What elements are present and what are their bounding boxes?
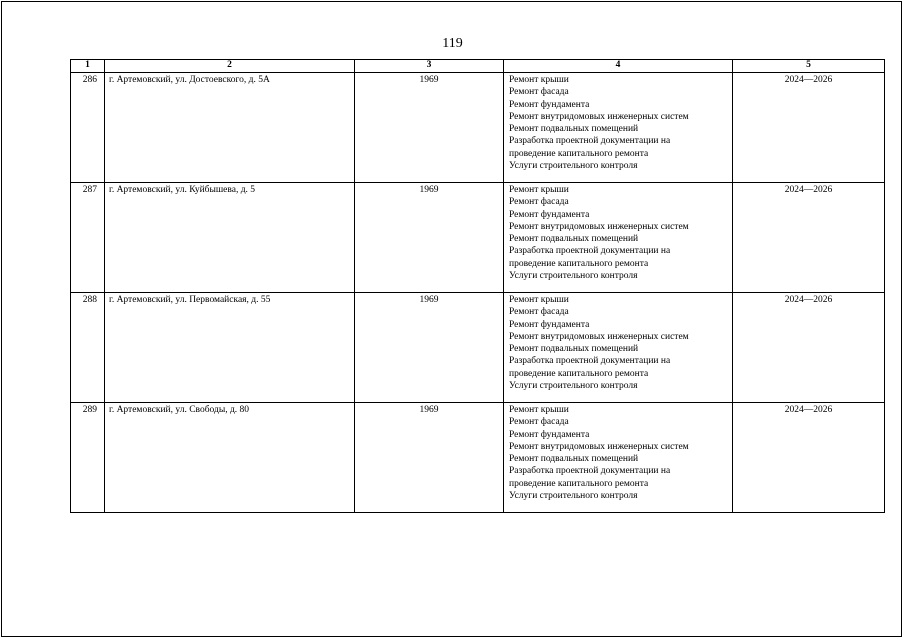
repair-work-item: проведение капитального ремонта [509,258,649,269]
construction-year: 1969 [355,403,504,513]
repair-work-item: Разработка проектной документации на [509,466,671,477]
repair-work-item: Услуги строительного контроля [509,271,638,282]
row-number: 286 [71,73,105,183]
column-header-1: 1 [71,60,105,73]
repair-work-item: Ремонт крыши [509,75,569,85]
repair-work-item: Ремонт внутридомовых инженерных систем [509,111,689,122]
repair-period: 2024—2026 [733,183,885,293]
construction-year: 1969 [355,293,504,403]
header-row [71,60,885,73]
repair-work-item: Ремонт фасада [509,417,569,428]
works-list [509,294,729,392]
repair-work-item: Услуги строительного контроля [509,381,638,392]
repair-work-item: Ремонт крыши [509,405,569,415]
column-header-2: 2 [105,60,355,73]
building-address: г. Артемовский, ул. Куйбышева, д. 5 [105,183,355,293]
building-address: г. Артемовский, ул. Первомайская, д. 55 [105,293,355,403]
repair-period: 2024—2026 [733,73,885,183]
works-list [509,74,729,172]
building-address: г. Артемовский, ул. Достоевского, д. 5А [105,73,355,183]
repair-work-item: Ремонт подвальных помещений [509,344,639,355]
column-header-4: 4 [504,60,733,73]
row-number: 288 [71,293,105,403]
repair-works [504,403,733,513]
table-row [71,293,885,403]
repair-work-item: Разработка проектной документации на [509,246,671,257]
repair-work-item: проведение капитального ремонта [509,148,649,159]
repair-period: 2024—2026 [733,403,885,513]
repair-work-item: Услуги строительного контроля [509,491,638,502]
repair-work-item: Ремонт крыши [509,295,569,305]
repair-work-item: Ремонт подвальных помещений [509,454,639,465]
repair-work-item: Ремонт подвальных помещений [509,234,639,245]
row-number: 289 [71,403,105,513]
repair-work-item: Ремонт фундамента [509,319,590,330]
repair-work-item: Ремонт фасада [509,197,569,208]
repair-work-item: Разработка проектной документации на [509,356,671,367]
repair-works [504,73,733,183]
repair-work-item: Разработка проектной документации на [509,136,671,147]
repair-work-item: Услуги строительного контроля [509,161,638,172]
table-row [71,73,885,183]
repair-work-item: Ремонт внутридомовых инженерных систем [509,331,689,342]
repair-work-item: проведение капитального ремонта [509,478,649,489]
table-row [71,183,885,293]
column-header-3: 3 [355,60,504,73]
repair-work-item: Ремонт фасада [509,307,569,318]
repair-work-item: Ремонт внутридомовых инженерных систем [509,221,689,232]
repair-period: 2024—2026 [733,293,885,403]
table-row [71,403,885,513]
works-list [509,184,729,282]
row-number: 287 [71,183,105,293]
construction-year: 1969 [355,183,504,293]
works-list [509,404,729,502]
repair-works [504,183,733,293]
repair-schedule-table [70,59,885,513]
repair-work-item: Ремонт крыши [509,185,569,195]
repair-work-item: Ремонт фундамента [509,429,590,440]
building-address: г. Артемовский, ул. Свободы, д. 80 [105,403,355,513]
repair-work-item: Ремонт фасада [509,87,569,98]
repair-work-item: Ремонт внутридомовых инженерных систем [509,441,689,452]
repair-work-item: Ремонт фундамента [509,99,590,110]
repair-work-item: проведение капитального ремонта [509,368,649,379]
column-header-5: 5 [733,60,885,73]
repair-work-item: Ремонт фундамента [509,209,590,220]
repair-works [504,293,733,403]
repair-work-item: Ремонт подвальных помещений [509,124,639,135]
construction-year: 1969 [355,73,504,183]
page-number: 119 [442,36,463,51]
